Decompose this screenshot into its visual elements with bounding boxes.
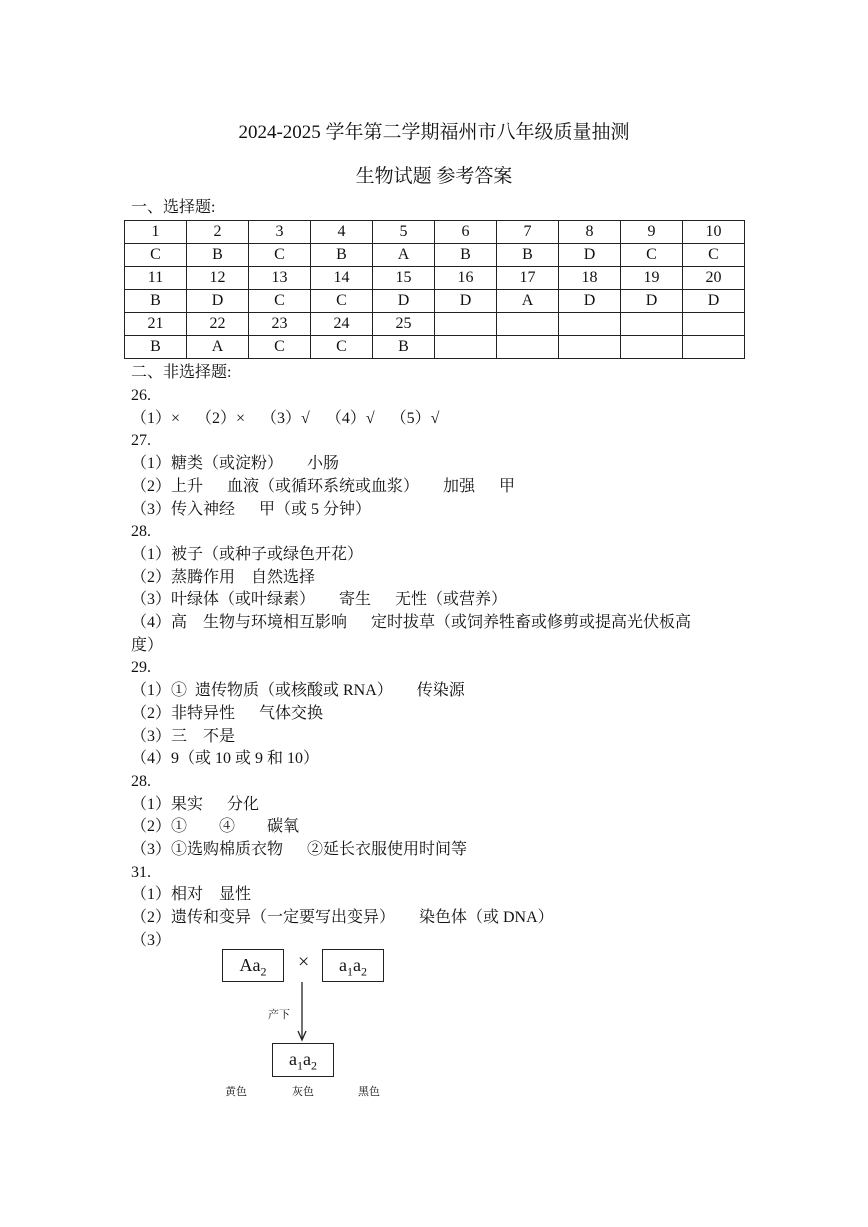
table-row xyxy=(125,336,745,359)
answer-cell: D xyxy=(559,244,621,267)
answer-cell xyxy=(683,336,745,359)
answer-cell: D xyxy=(683,290,745,313)
table-row xyxy=(125,267,745,290)
question-number-cell xyxy=(435,313,497,336)
table-row xyxy=(125,313,745,336)
answer-cell: D xyxy=(435,290,497,313)
question-number-cell: 15 xyxy=(373,267,435,290)
color-label-yellow: 黄色 xyxy=(225,1086,247,1098)
question-number-cell: 17 xyxy=(497,267,559,290)
question-number-cell: 22 xyxy=(187,313,249,336)
genotype-subscript: 2 xyxy=(311,1058,317,1073)
genotype-subscript: 1 xyxy=(347,964,353,979)
question-number-cell: 7 xyxy=(497,221,559,244)
answer-cell: B xyxy=(187,244,249,267)
answer-cell: B xyxy=(435,244,497,267)
parent2-genotype-box xyxy=(322,949,384,982)
answer-cell: B xyxy=(497,244,559,267)
answer-cell: C xyxy=(683,244,745,267)
question-number-cell: 24 xyxy=(311,313,373,336)
answer-cell: C xyxy=(249,336,311,359)
answer-cell: B xyxy=(311,244,373,267)
answer-cell: C xyxy=(249,244,311,267)
question-number-cell: 10 xyxy=(683,221,745,244)
question-number: 29. xyxy=(131,659,151,677)
question-number-cell xyxy=(621,313,683,336)
color-label-gray: 灰色 xyxy=(292,1086,314,1098)
answer-line: （1）① 遗传物质（或核酸或 RNA） 传染源 xyxy=(131,682,465,700)
question-number: 26. xyxy=(131,387,151,404)
answer-cell: A xyxy=(497,290,559,313)
question-number-cell: 13 xyxy=(249,267,311,290)
question-number-cell: 21 xyxy=(125,313,187,336)
section-heading-choice: 一、选择题: xyxy=(131,199,216,216)
answer-cell: B xyxy=(373,336,435,359)
document-title: 2024-2025 学年第二学期福州市八年级质量抽测 xyxy=(238,122,630,143)
question-number-cell: 20 xyxy=(683,267,745,290)
genotype-subscript: 1 xyxy=(297,1058,303,1073)
question-number-cell: 14 xyxy=(311,267,373,290)
genotype-text: a xyxy=(303,1049,311,1069)
genotype-text: a xyxy=(339,955,347,975)
answer-line: （2）上升 血液（或循环系统或血浆） 加强 甲 xyxy=(131,477,516,495)
question-number-cell: 1 xyxy=(125,221,187,244)
answer-cell xyxy=(621,336,683,359)
answer-line: 度） xyxy=(131,636,164,654)
question-number-cell xyxy=(683,313,745,336)
parent1-genotype-box xyxy=(222,949,284,982)
question-number-cell: 12 xyxy=(187,267,249,290)
answer-table xyxy=(124,220,745,359)
question-number: 27. xyxy=(131,432,151,450)
question-number-cell: 23 xyxy=(249,313,311,336)
question-number-cell: 25 xyxy=(373,313,435,336)
answer-line: （3）叶绿体（或叶绿素） 寄生 无性（或营养） xyxy=(131,591,508,609)
answer-line: （2）非特异性 气体交换 xyxy=(131,704,324,722)
answer-line: （1）× （2）× （3）√ （4）√ （5）√ xyxy=(131,409,440,427)
arrow-label: 产下 xyxy=(268,1009,290,1021)
question-number: 31. xyxy=(131,863,151,881)
answer-cell: B xyxy=(125,290,187,313)
question-number-cell: 18 xyxy=(559,267,621,290)
answer-line: （3）三 不是 xyxy=(131,727,236,745)
answer-line: （2）蒸腾作用 自然选择 xyxy=(131,568,316,586)
question-number-cell: 6 xyxy=(435,221,497,244)
answer-cell xyxy=(559,336,621,359)
question-number-cell: 16 xyxy=(435,267,497,290)
answer-line: （4）高 生物与环境相互影响 定时拔草（或饲养牲畜或修剪或提高光伏板高 xyxy=(131,614,692,631)
answer-cell xyxy=(497,336,559,359)
question-number-cell xyxy=(559,313,621,336)
question-number-cell: 11 xyxy=(125,267,187,290)
table-row xyxy=(125,290,745,313)
answer-cell: D xyxy=(373,290,435,313)
question-number: 28. xyxy=(131,523,151,541)
answer-cell: D xyxy=(187,290,249,313)
section-heading-nonchoice: 二、非选择题: xyxy=(131,364,232,381)
answer-line: （4）9（或 10 或 9 和 10） xyxy=(131,750,320,768)
question-number-cell: 4 xyxy=(311,221,373,244)
question-number-cell: 2 xyxy=(187,221,249,244)
question-number-cell: 9 xyxy=(621,221,683,244)
answer-cell: C xyxy=(311,290,373,313)
offspring-genotype-box xyxy=(272,1043,334,1077)
table-row xyxy=(125,221,745,244)
answer-line: （1）被子（或种子或绿色开花） xyxy=(131,545,364,563)
answer-line: （1）相对 显性 xyxy=(131,886,252,904)
question-number-cell: 3 xyxy=(249,221,311,244)
answer-line: （3） xyxy=(131,931,172,949)
answer-line: （2）遗传和变异（一定要写出变异） 染色体（或 DNA） xyxy=(131,909,554,927)
color-label-black: 黑色 xyxy=(358,1086,380,1098)
answer-line: （2）① ④ 碳氧 xyxy=(131,818,300,836)
table-row xyxy=(125,244,745,267)
genotype-subscript: 2 xyxy=(260,964,267,979)
answer-cell: D xyxy=(559,290,621,313)
question-number-cell: 8 xyxy=(559,221,621,244)
answer-cell: B xyxy=(125,336,187,359)
answer-line: （3）①选购棉质衣物 ②延长衣服使用时间等 xyxy=(131,841,468,858)
genotype-text: a xyxy=(289,1049,297,1069)
cross-symbol: × xyxy=(298,951,310,973)
question-number-cell xyxy=(497,313,559,336)
offspring-arrow xyxy=(290,982,314,1044)
answer-cell: C xyxy=(125,244,187,267)
genotype-subscript: 2 xyxy=(361,964,367,979)
answer-cell: D xyxy=(621,290,683,313)
answer-cell xyxy=(435,336,497,359)
answer-cell: C xyxy=(249,290,311,313)
question-number-cell: 5 xyxy=(373,221,435,244)
document-subtitle: 生物试题 参考答案 xyxy=(355,166,513,187)
genotype-text: Aa xyxy=(239,955,261,975)
genotype-text: a xyxy=(353,955,361,975)
answer-cell: A xyxy=(373,244,435,267)
answer-cell: C xyxy=(311,336,373,359)
answer-cell: C xyxy=(621,244,683,267)
question-number: 28. xyxy=(131,772,151,790)
answer-line: （3）传入神经 甲（或 5 分钟） xyxy=(131,500,372,518)
answer-line: （1）糖类（或淀粉） 小肠 xyxy=(131,455,340,473)
question-number-cell: 19 xyxy=(621,267,683,290)
answer-cell: A xyxy=(187,336,249,359)
answer-line: （1）果实 分化 xyxy=(131,795,260,813)
